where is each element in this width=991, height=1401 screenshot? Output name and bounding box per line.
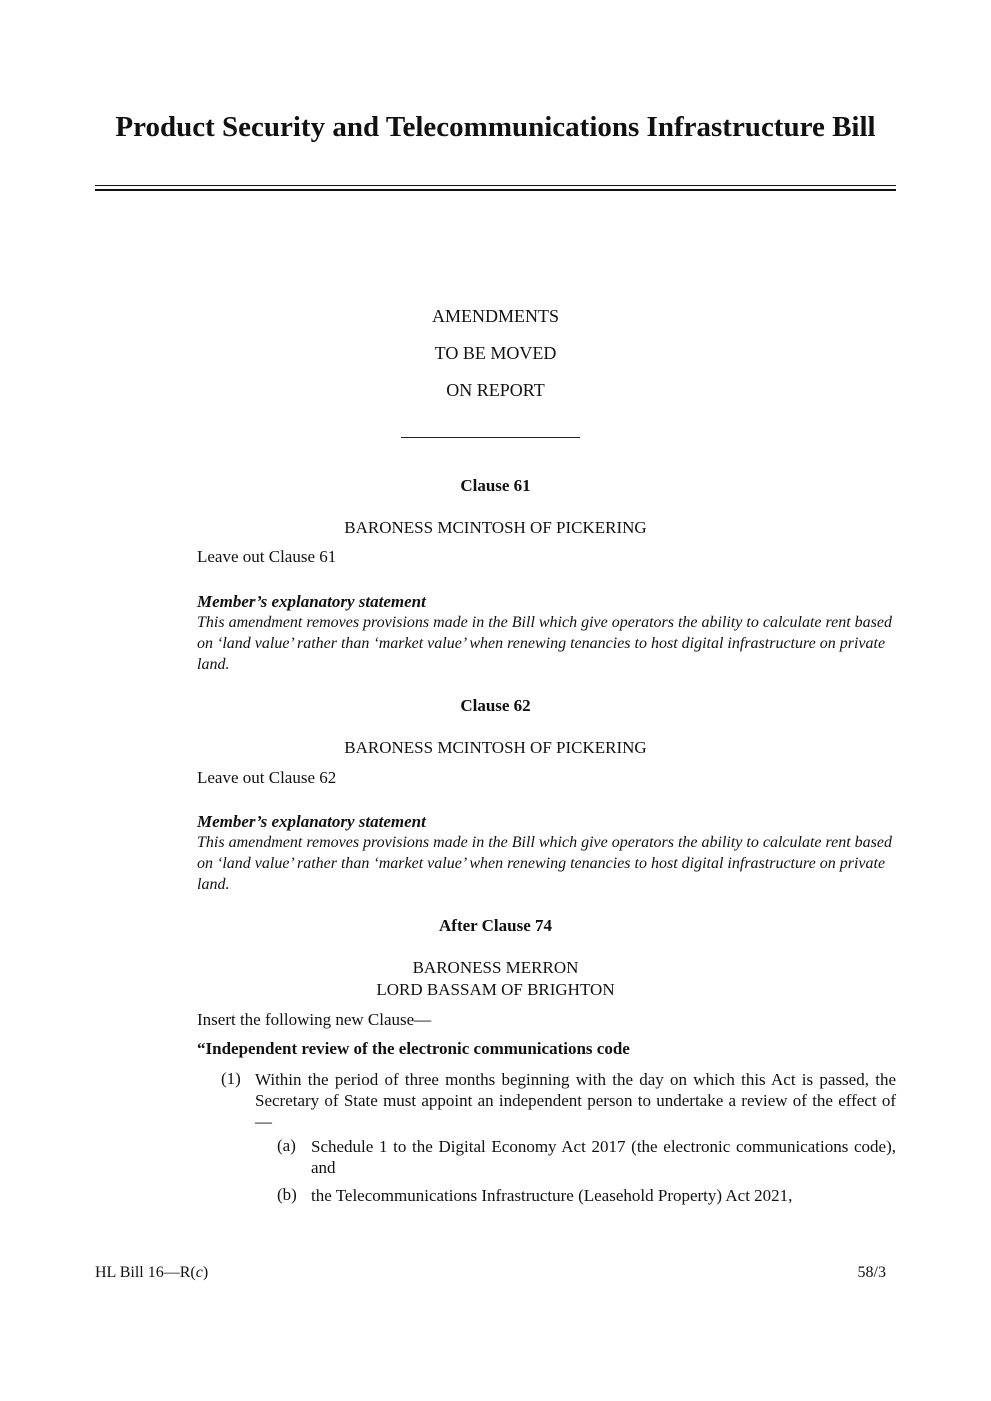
bill-reference-suffix: ) — [202, 1264, 209, 1281]
paragraph-text: the Telecommunications Infrastructure (Leasehold Property) Act 2021, — [311, 1186, 793, 1205]
paragraph-text: Schedule 1 to the Digital Economy Act 2017 (the electronic communications code), and — [311, 1137, 896, 1177]
separator-rule — [401, 437, 580, 438]
paragraph-number: (b) — [277, 1185, 297, 1204]
amendment-instruction: Leave out Clause 61 — [197, 547, 337, 566]
paragraph-number: (a) — [277, 1136, 296, 1155]
member-name: BARONESS MCINTOSH OF PICKERING — [344, 518, 647, 537]
page-reference: 58/3 — [857, 1264, 886, 1281]
bill-reference-italic: c — [195, 1264, 203, 1281]
explanatory-statement — [197, 591, 896, 675]
bill-reference-prefix: HL Bill 16—R( — [95, 1264, 196, 1281]
section-heading-after-clause-74: After Clause 74 — [439, 916, 552, 935]
section-heading-clause-61: Clause 61 — [460, 476, 531, 495]
new-clause-title: “Independent review of the electronic communications code — [197, 1039, 630, 1058]
statement-text: This amendment removes provisions made in the Bill which give operators the ability to calculate rent based on ‘land value’ rather than ‘market value’ when renewing tenancies to host digital infrastructure on private land. — [197, 834, 892, 893]
banner-line-3: ON REPORT — [446, 380, 545, 400]
section-heading-clause-62: Clause 62 — [460, 696, 531, 715]
statement-heading: Member’s explanatory statement — [197, 812, 426, 831]
member-name: LORD BASSAM OF BRIGHTON — [376, 980, 615, 999]
statement-text: This amendment removes provisions made in the Bill which give operators the ability to calculate rent based on ‘land value’ rather than ‘market value’ when renewing tenancies to host digital infrastructure on private land. — [197, 614, 892, 673]
explanatory-statement — [197, 811, 896, 895]
amendment-instruction: Leave out Clause 62 — [197, 768, 337, 787]
subsection-text: Within the period of three months beginning with the day on which this Act is passed, the Secretary of State must appoint an independent person to undertake a review of the effect of— — [255, 1070, 896, 1131]
bill-reference — [95, 1264, 208, 1282]
title-rule-thick — [95, 189, 896, 191]
member-name: BARONESS MCINTOSH OF PICKERING — [344, 738, 647, 757]
title-rule-thin — [95, 185, 896, 186]
subsection-number: (1) — [221, 1069, 241, 1088]
bill-title: Product Security and Telecommunications Infrastructure Bill — [115, 111, 876, 143]
amendment-instruction: Insert the following new Clause— — [197, 1010, 432, 1029]
statement-heading: Member’s explanatory statement — [197, 592, 426, 611]
banner-line-2: TO BE MOVED — [434, 343, 557, 363]
banner-line-1: AMENDMENTS — [431, 306, 559, 326]
member-name: BARONESS MERRON — [412, 958, 579, 977]
